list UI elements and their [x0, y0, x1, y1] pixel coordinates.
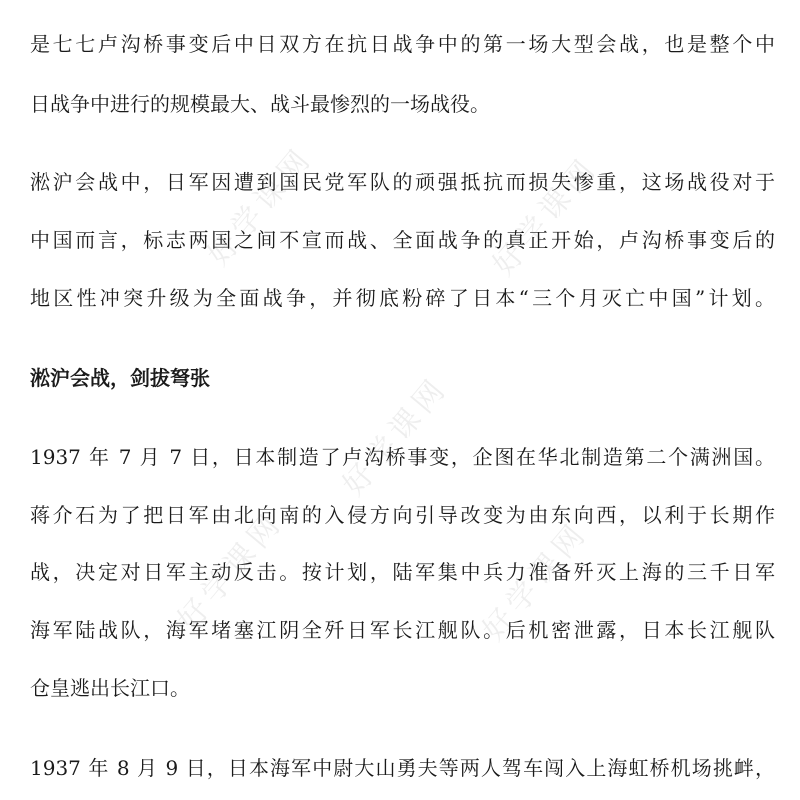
- text-line: 仓皇逃出长江口。: [30, 676, 190, 700]
- section-heading: 淞沪会战，剑拔弩张: [30, 366, 210, 390]
- text-line: 淞沪会战中，日军因遭到国民党军队的顽强抵抗而损失惨重，这场战役对于: [30, 170, 775, 194]
- text-line: 战，决定对日军主动反击。按计划，陆军集中兵力准备歼灭上海的三千日军: [30, 560, 775, 584]
- watermark-text: 好学课网: [201, 139, 321, 273]
- text-line: 是七七卢沟桥事变后中日双方在抗日战争中的第一场大型会战，也是整个中: [30, 32, 775, 56]
- watermark-text: 好学课网: [476, 514, 596, 648]
- watermark-text: 好学课网: [171, 504, 291, 638]
- watermark-text: 好学课网: [486, 149, 606, 283]
- text-line: 日战争中进行的规模最大、战斗最惨烈的一场战役。: [30, 92, 490, 116]
- text-line: 地区性冲突升级为全面战争，并彻底粉碎了日本“三个月灭亡中国”计划。: [30, 286, 775, 310]
- watermark-text: 好学课网: [336, 369, 456, 503]
- text-line: 1937 年 7 月 7 日，日本制造了卢沟桥事变，企图在华北制造第二个满洲国。: [30, 445, 775, 469]
- text-line: 海军陆战队，海军堵塞江阴全歼日军长江舰队。后机密泄露，日本长江舰队: [30, 618, 775, 642]
- text-line: 中国而言，标志两国之间不宣而战、全面战争的真正开始，卢沟桥事变后的: [30, 228, 775, 252]
- text-line: 蒋介石为了把日军由北向南的入侵方向引导改变为由东向西，以利于长期作: [30, 503, 775, 527]
- text-line: 1937 年 8 月 9 日，日本海军中尉大山勇夫等两人驾车闯入上海虹桥机场挑衅，: [30, 756, 775, 780]
